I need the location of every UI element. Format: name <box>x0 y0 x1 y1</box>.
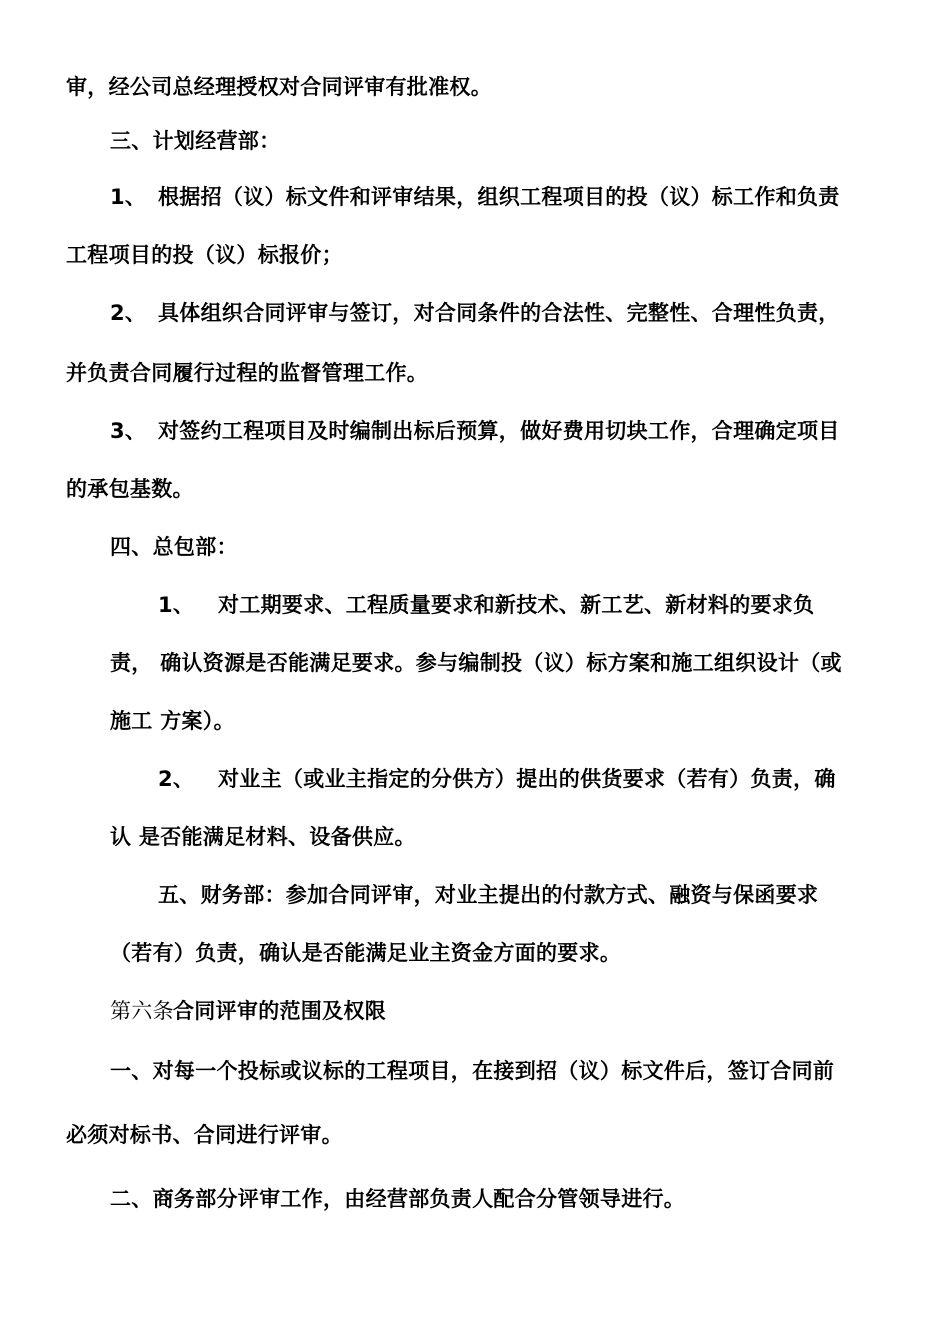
text-line-finance-b: （若有）负责，确认是否能满足业主资金方面的要求。 <box>110 941 622 965</box>
text-line-item3-a: 对签约工程项目及时编制出标后预算，做好费用切块工作，合理确定项目 <box>158 419 840 443</box>
item-number-4-2: 2、 <box>158 767 195 791</box>
text-line-item2-b: 并负责合同履行过程的监督管理工作。 <box>66 361 429 385</box>
item-number-3: 3、 <box>110 419 147 443</box>
item-number-2: 2、 <box>110 301 147 325</box>
text-line-item2-a: 具体组织合同评审与签订，对合同条件的合法性、完整性、合理性负责， <box>158 301 840 325</box>
article-title: 合同评审的范围及权限 <box>173 999 386 1023</box>
item-number-1: 1、 <box>110 185 147 209</box>
text-line-gc1-a: 对工期要求、工程质量要求和新技术、新工艺、新材料的要求负 <box>218 593 815 617</box>
text-line-gc1-c: 施工 方案）。 <box>110 709 235 733</box>
text-line-scope1-a: 一、对每一个投标或议标的工程项目，在接到招（议）标文件后，签订合同前 <box>110 1059 835 1083</box>
text-line-gc2-a: 对业主（或业主指定的分供方）提出的供货要求（若有）负责，确 <box>218 767 836 791</box>
text-line-item1-b: 工程项目的投（议）标报价； <box>66 243 343 267</box>
section-heading-planning: 三、计划经营部： <box>110 129 281 153</box>
text-line-scope1-b: 必须对标书、合同进行评审。 <box>66 1123 343 1147</box>
text-line-scope2: 二、商务部分评审工作，由经营部负责人配合分管领导进行。 <box>110 1187 686 1211</box>
text-line-gc1-b: 责， 确认资源是否能满足要求。参与编制投（议）标方案和施工组织设计（或 <box>110 651 842 675</box>
text-line-finance-a: 五、财务部：参加合同评审，对业主提出的付款方式、融资与保函要求 <box>158 883 819 907</box>
section-heading-general-contract: 四、总包部： <box>110 535 238 559</box>
item-number-4-1: 1、 <box>158 593 195 617</box>
text-line-item1-a: 根据招（议）标文件和评审结果，组织工程项目的投（议）标工作和负责 <box>158 185 840 209</box>
text-line-1: 审，经公司总经理授权对合同评审有批准权。 <box>66 75 492 99</box>
text-line-gc2-b: 认 是否能满足材料、设备供应。 <box>110 825 416 849</box>
article-label: 第六条 <box>110 999 174 1023</box>
text-line-item3-b: 的承包基数。 <box>66 477 194 501</box>
